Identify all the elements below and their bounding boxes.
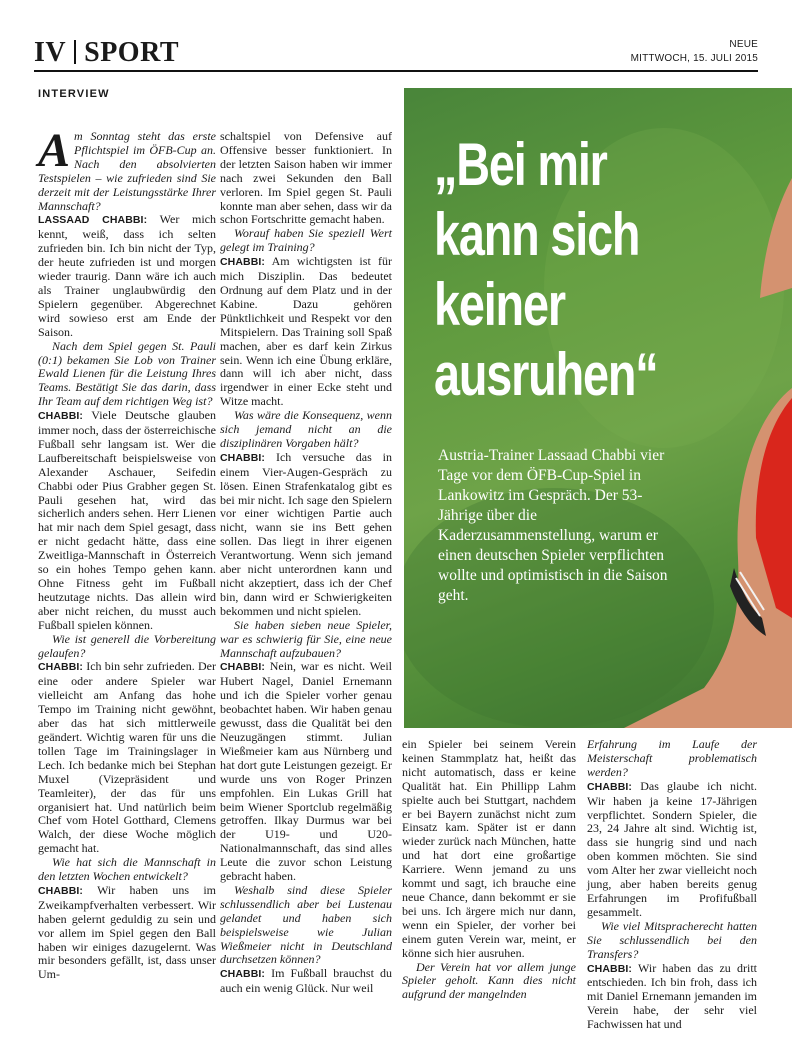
- column-3: [402, 738, 576, 1002]
- answer: [38, 213, 216, 339]
- answer-text: Wir haben uns im Zweikampfverhalten verbessert. Wir haben gelernt geduldig zu sein und vor allem im Spiel gegen den Ball haben wir einiges dazugelernt. Was mir besonders gefällt, ist, dass unser Um-: [38, 882, 216, 982]
- speaker: CHABBI:: [220, 256, 266, 269]
- answer-text: Ich versuche das in einem Vier-Augen-Gespräch zu lösen. Einen Strafenkatalog gibt es bei mir nicht. Ich sage den Spielern vor einer wichtigen Partie auch nicht, wann sie ins Bett gehen sollen. Das liegt in ihrer eigenen Verantwortung. Wenn sich jemand aber nicht unterordnen kann und nicht akzeptiert, dass ich der Chef bin, dann wird er Schwierigkeiten bekommen und nicht spielen.: [220, 449, 393, 618]
- speaker: CHABBI:: [220, 968, 266, 981]
- question: Wie viel Mitspracherecht hatten Sie schlussendlich bei den Transfers?: [587, 918, 757, 961]
- answer-text: Wir haben das zu dritt entschieden. Ich bin froh, dass ich mit Daniel Ernemann jemanden im Verein habe, der sehr viel Fachwissen hat und: [587, 960, 757, 1032]
- question: Wie ist generell die Vorbereitung gelaufen?: [38, 631, 216, 660]
- question: Was wäre die Konsequenz, wenn sich jemand nicht an die disziplinären Vorgaben hält?: [220, 408, 392, 450]
- answer-text: Nein, war es nicht. Weil Hubert Nagel, Daniel Ernemann und ich die Spieler vorher genau beobachtet haben. Wir haben genau gewusst, dass die Qualität bei den Neuzugängen stimmt. Julian Wießmeier kam aus Nürnberg und hat dort gute Leistungen gezeigt. Er wurde uns von Roger Prinzen empfohlen. Ein Lukas Grill hat beim Wiener Sportclub regelmäßig getroffen. Ilkay Durmus war bei der U19- und U20-Nationalmannschaft, das sind alles Leute die zuvor schon Leistung gebracht haben.: [220, 659, 392, 884]
- answer-text: Viele Deutsche glauben immer noch, dass der österreichische Fußball sehr langsam ist. Wer die Laufbereitschaft beispielsweise von Alexander Aschauer, Seifedin Chabbi oder Pius Grabher gegen St. Pauli gesehen hat, wird das sicherlich anders sehen. Herr Lienen hat mir nach dem Spiel gesagt, dass er nicht gedacht hätte, dass eine Zweitliga-Mannschaft in Österreich so ein hohes Tempo gehen kann. Ohne Fitness geht im Fußball heutzutage nichts. Das allein wird aber nicht reichen, du musst auch Fußball spielen können.: [38, 408, 216, 632]
- column-4: [587, 738, 757, 1032]
- paper-name: NEUE: [729, 39, 758, 50]
- speaker: CHABBI:: [220, 661, 266, 674]
- headline: [434, 130, 691, 410]
- section-divider: [74, 40, 76, 64]
- answer: [38, 660, 216, 856]
- headline-line: ausruhen“: [434, 341, 658, 408]
- speaker: CHABBI:: [38, 884, 84, 897]
- question: Sie haben sieben neue Spieler, war es schwierig für Sie, eine neue Mannschaft aufzubauen?: [220, 617, 392, 660]
- speaker: CHABBI:: [587, 780, 633, 793]
- drop-cap: A: [38, 124, 71, 177]
- speaker: CHABBI:: [38, 661, 84, 674]
- section-name: SPORT: [84, 37, 179, 68]
- paper-info: [631, 38, 758, 66]
- intro-question: [38, 124, 216, 213]
- speaker: CHABBI:: [220, 451, 266, 464]
- speaker: LASSAAD CHABBI:: [38, 214, 148, 227]
- answer-text: Ich bin sehr zufrieden. Der eine oder andere Spieler war vielleicht am Anfang das hohe Tempo im Training nicht gewöhnt, aber das hat sich mittlerweile geändert. Wichtig waren für uns die tollen Tage im Trainingslager in Lech. Ich bedanke mich bei Stephan Muxel (Vizepräsident und Teamleiter), der das für uns organisiert hat. Und natürlich beim Chef vom Hotel Gotthard, Clemens Walch, der diese Woche möglich gemacht hat.: [38, 659, 216, 856]
- headline-line: kann sich: [434, 201, 640, 268]
- continued-text: schaltspiel von Defensive auf Offensive besser funktioniert. In der letzten Saison haben wir immer nach zwei Sekunden den Ball verloren. Im Spiel gegen St. Pauli konnte man aber sehen, dass wir da schon Fortschritte gemacht haben.: [220, 129, 392, 227]
- question: Wie hat sich die Mannschaft in den letzten Wochen entwickelt?: [38, 855, 216, 884]
- speaker: CHABBI:: [587, 962, 633, 975]
- column-2: [220, 130, 392, 996]
- answer: [220, 255, 392, 409]
- issue-date: MITTWOCH, 15. JULI 2015: [630, 53, 758, 64]
- answer-text: Das glaube ich nicht. Wir haben ja keine 17-Jährigen verpflichtet. Sondern Spieler, die 23, 24 Jahre alt sind. Wichtig ist, dass sie hungrig sind und nach oben kommen möchten. Sie sind vom Alter her zwar vielleicht noch jung, aber haben bereits genug Erfahrungen im Profifußball gesammelt.: [587, 778, 757, 919]
- question: Nach dem Spiel gegen St. Pauli (0:1) bekamen Sie Lob von Trainer Ewald Lienen für die Leistung Ihres Teams. Bestätigt Sie das darin, dass Ihr Team auf dem richtigen Weg ist?: [38, 338, 216, 409]
- answer: [220, 967, 392, 996]
- column-1: [38, 124, 216, 982]
- speaker: CHABBI:: [38, 410, 84, 423]
- answer-text: Am wichtigsten ist für mich Disziplin. Das bedeutet Ordnung auf dem Platz und in der Kabine. Dazu gehören Pünktlichkeit und Respekt vor den Mitspielern. Das Training soll Spaß machen, aber es darf kein Zirkus sein. Wenn ich eine Übung erkläre, dann will ich aber nicht, dass irgendwer in einer Ecke steht und Witze macht.: [220, 254, 393, 409]
- question: Der Verein hat vor allem junge Spieler geholt. Kann dies nicht aufgrund der mangelnden: [402, 959, 576, 1002]
- answer-text: Im Fußball brauchst du auch ein wenig Glück. Nur weil: [220, 966, 392, 996]
- question: Worauf haben Sie speziell Wert gelegt im Training?: [220, 226, 392, 255]
- answer: [38, 409, 216, 633]
- section-title: [34, 38, 179, 68]
- headline-line: „Bei mir: [434, 131, 607, 198]
- question: Weshalb sind diese Spieler schlussendlich aber bei Lustenau gelandet und haben sich beispielsweise wie Julian Wießmeier nicht in Deutschland durchsetzen können?: [220, 882, 392, 967]
- answer: [587, 962, 757, 1033]
- kicker-label: INTERVIEW: [38, 88, 110, 100]
- page-header: [34, 38, 758, 72]
- answer-text: Wer mich kennt, weiß, dass ich selten zufrieden bin. Ich bin nicht der Typ, der heute zufrieden ist und morgen wieder traurig. Dann wäre ich auch als Trainer unglaubwürdig den Spielern gegenüber. Abgerechnet wird sowieso erst am Ende der Saison.: [38, 212, 216, 339]
- section-number: IV: [34, 37, 67, 68]
- answer: [220, 660, 392, 884]
- headline-line: keiner: [434, 271, 565, 338]
- intro-text: m Sonntag steht das erste Pflichtspiel im ÖFB-Cup an. Nach den absolvierten Testspielen – wie zufrieden sind Sie derzeit mit der Leistungsstärke Ihrer Mannschaft?: [38, 129, 216, 213]
- hero-photo: [404, 88, 792, 728]
- continued-text: ein Spieler bei seinem Verein keinen Stammplatz hat, heißt das nicht automatisch, dass er keine Qualität hat. Ein Phillipp Lahm spielte auch bei Stuttgart, nachdem er bei Bayern zunächst nicht zum Einsatz kam. Später ist er dann wieder zurück nach München, hatte und hat dort eine großartige Karriere. Wenn jemand zu uns kommt und sagt, ich brauche eine neue Chance, dann bekommt er sie bei uns. Ich ärgere mich nur dann, wenn ein Spieler, der vorher bei einem guten Verein war, meint, er könne sich hier ausruhen.: [402, 737, 576, 960]
- continued-question: Erfahrung im Laufe der Meisterschaft problematisch werden?: [587, 737, 757, 779]
- answer: [220, 451, 392, 619]
- teaser-text: Austria-Trainer Lassaad Chabbi vier Tage vor dem ÖFB-Cup-Spiel in Lankowitz im Gespräch. Der 53-Jährige über die Kaderzusammenstellung, warum er einen deutschen Spieler verpflichten wollte und optimistisch in die Saison geht.: [438, 447, 668, 604]
- answer: [38, 884, 216, 982]
- answer: [587, 780, 757, 920]
